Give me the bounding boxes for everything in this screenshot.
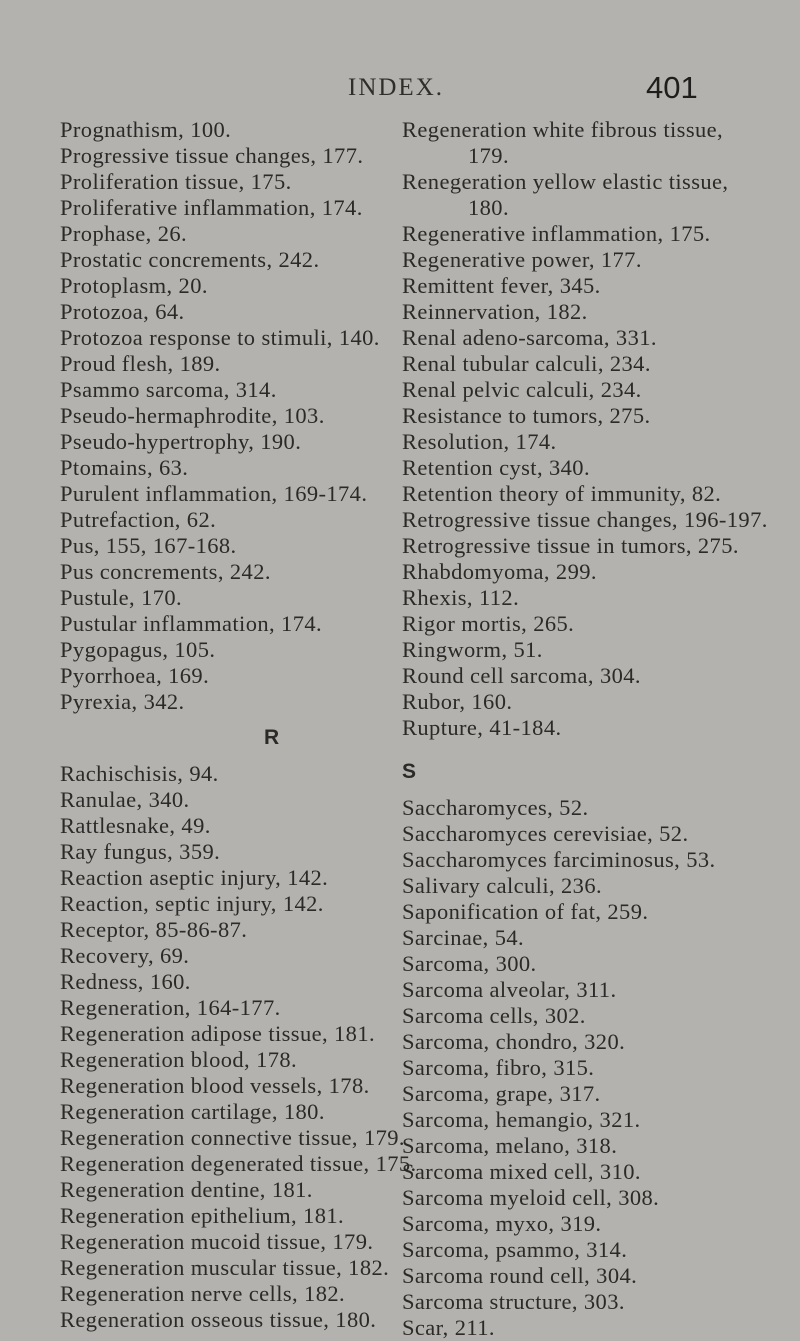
- index-entry: Salivary calculi, 236.: [402, 873, 602, 898]
- index-entry: Protozoa response to stimuli, 140.: [60, 325, 380, 350]
- index-entry: Rigor mortis, 265.: [402, 611, 575, 636]
- left-column: [60, 117, 450, 1333]
- section-r-list: [60, 761, 450, 1333]
- index-entry: Progressive tissue changes, 177.: [60, 143, 364, 168]
- index-entry: Recovery, 69.: [60, 943, 190, 968]
- index-entry: Retention cyst, 340.: [402, 455, 590, 480]
- index-entry: Renal adeno-sarcoma, 331.: [402, 325, 657, 350]
- index-entry: Regeneration white fibrous tissue,: [402, 117, 724, 142]
- index-entry: Saccharomyces farciminosus, 53.: [402, 847, 716, 872]
- index-entry: Regeneration nerve cells, 182.: [60, 1281, 346, 1306]
- index-entry: Rhexis, 112.: [402, 585, 520, 610]
- index-entry: Rhabdomyoma, 299.: [402, 559, 597, 584]
- index-entry: Pyrexia, 342.: [60, 689, 185, 714]
- index-entry: Pus, 155, 167-168.: [60, 533, 237, 558]
- index-entry: Ringworm, 51.: [402, 637, 543, 662]
- index-entry: Resistance to tumors, 275.: [402, 403, 651, 428]
- index-entry: 179.: [468, 143, 509, 168]
- index-entry: Regeneration blood vessels, 178.: [60, 1073, 370, 1098]
- index-entry: Psammo sarcoma, 314.: [60, 377, 277, 402]
- index-entry: Ptomains, 63.: [60, 455, 189, 480]
- index-entry: Saccharomyces, 52.: [402, 795, 589, 820]
- index-entry: Proud flesh, 189.: [60, 351, 221, 376]
- index-entry: Receptor, 85-86-87.: [60, 917, 248, 942]
- section-r-continued-list: [402, 117, 797, 741]
- index-entry: Pyorrhoea, 169.: [60, 663, 210, 688]
- index-entry: Regeneration mucoid tissue, 179.: [60, 1229, 374, 1254]
- index-entry: Rubor, 160.: [402, 689, 513, 714]
- index-entry: Regeneration muscular tissue, 182.: [60, 1255, 390, 1280]
- page-number: 401: [646, 70, 698, 105]
- index-entry: Renal tubular calculi, 234.: [402, 351, 651, 376]
- index-entry: Retrogressive tissue changes, 196-197.: [402, 507, 768, 532]
- index-entry: Sarcoma, hemangio, 321.: [402, 1107, 641, 1132]
- index-entry: Round cell sarcoma, 304.: [402, 663, 641, 688]
- index-entry: Proliferation tissue, 175.: [60, 169, 292, 194]
- index-entry: Protoplasm, 20.: [60, 273, 208, 298]
- index-entry: Saponification of fat, 259.: [402, 899, 649, 924]
- index-entry: Rachischisis, 94.: [60, 761, 219, 786]
- index-entry: Reaction aseptic injury, 142.: [60, 865, 329, 890]
- index-entry: Sarcoma round cell, 304.: [402, 1263, 638, 1288]
- index-entry: Retention theory of immunity, 82.: [402, 481, 722, 506]
- index-entry: Regenerative power, 177.: [402, 247, 642, 272]
- index-entry: Sarcoma, fibro, 315.: [402, 1055, 595, 1080]
- index-entry: Regeneration cartilage, 180.: [60, 1099, 325, 1124]
- index-entry: Purulent inflammation, 169-174.: [60, 481, 368, 506]
- index-entry: Rupture, 41-184.: [402, 715, 562, 740]
- index-entry: Sarcoma, 300.: [402, 951, 537, 976]
- index-entry: Sarcoma mixed cell, 310.: [402, 1159, 641, 1184]
- section-letter-s: S: [402, 760, 417, 783]
- index-entry: Retrogressive tissue in tumors, 275.: [402, 533, 739, 558]
- index-entry: Pustular inflammation, 174.: [60, 611, 323, 636]
- index-entry: Remittent fever, 345.: [402, 273, 601, 298]
- index-entry: Rattlesnake, 49.: [60, 813, 211, 838]
- index-entry: Prophase, 26.: [60, 221, 188, 246]
- index-entry: Scar, 211.: [402, 1315, 495, 1340]
- index-entry: Regeneration, 164-177.: [60, 995, 281, 1020]
- index-entry: 180.: [468, 195, 509, 220]
- index-entry: Prostatic concrements, 242.: [60, 247, 320, 272]
- index-entry: Regeneration blood, 178.: [60, 1047, 298, 1072]
- index-entry: Pus concrements, 242.: [60, 559, 271, 584]
- right-column: [402, 117, 797, 1341]
- index-entry: Proliferative inflammation, 174.: [60, 195, 363, 220]
- section-letter-r: R: [264, 726, 280, 749]
- index-entry: Sarcoma, chondro, 320.: [402, 1029, 626, 1054]
- index-entry: Sarcoma structure, 303.: [402, 1289, 625, 1314]
- index-entry: Regeneration connective tissue, 179.: [60, 1125, 405, 1150]
- index-entry: Pseudo-hypertrophy, 190.: [60, 429, 302, 454]
- index-entry: Resolution, 174.: [402, 429, 557, 454]
- index-entry: Regeneration adipose tissue, 181.: [60, 1021, 376, 1046]
- index-entry: Redness, 160.: [60, 969, 191, 994]
- index-entry: Reaction, septic injury, 142.: [60, 891, 324, 916]
- index-entry: Regenerative inflammation, 175.: [402, 221, 711, 246]
- index-entry: Ranulae, 340.: [60, 787, 190, 812]
- index-entry: Prognathism, 100.: [60, 117, 232, 142]
- index-entry: Sarcoma, grape, 317.: [402, 1081, 601, 1106]
- index-entry: Sarcoma alveolar, 311.: [402, 977, 617, 1002]
- index-entry: Sarcoma, myxo, 319.: [402, 1211, 602, 1236]
- index-entry: Sarcoma, psammo, 314.: [402, 1237, 628, 1262]
- index-entry: Pustule, 170.: [60, 585, 183, 610]
- section-s-list: [402, 795, 797, 1341]
- index-entry: Sarcoma, melano, 318.: [402, 1133, 618, 1158]
- index-entry: Putrefaction, 62.: [60, 507, 217, 532]
- index-entry: Sarcinae, 54.: [402, 925, 525, 950]
- index-entry: Regeneration osseous tissue, 180.: [60, 1307, 377, 1332]
- index-entry: Regeneration dentine, 181.: [60, 1177, 313, 1202]
- index-entry: Saccharomyces cerevisiae, 52.: [402, 821, 689, 846]
- index-entry: Pseudo-hermaphrodite, 103.: [60, 403, 325, 428]
- index-entry: Sarcoma myeloid cell, 308.: [402, 1185, 660, 1210]
- index-entry: Reinnervation, 182.: [402, 299, 588, 324]
- index-entry: Renegeration yellow elastic tissue,: [402, 169, 729, 194]
- index-entry: Protozoa, 64.: [60, 299, 185, 324]
- index-entry: Regeneration degenerated tissue, 175.: [60, 1151, 417, 1176]
- index-entry: Sarcoma cells, 302.: [402, 1003, 586, 1028]
- index-entry: Regeneration epithelium, 181.: [60, 1203, 345, 1228]
- index-entry: Renal pelvic calculi, 234.: [402, 377, 642, 402]
- index-entry: Pygopagus, 105.: [60, 637, 216, 662]
- section-p-list: [60, 117, 450, 715]
- header-title: INDEX.: [348, 74, 445, 101]
- index-entry: Ray fungus, 359.: [60, 839, 221, 864]
